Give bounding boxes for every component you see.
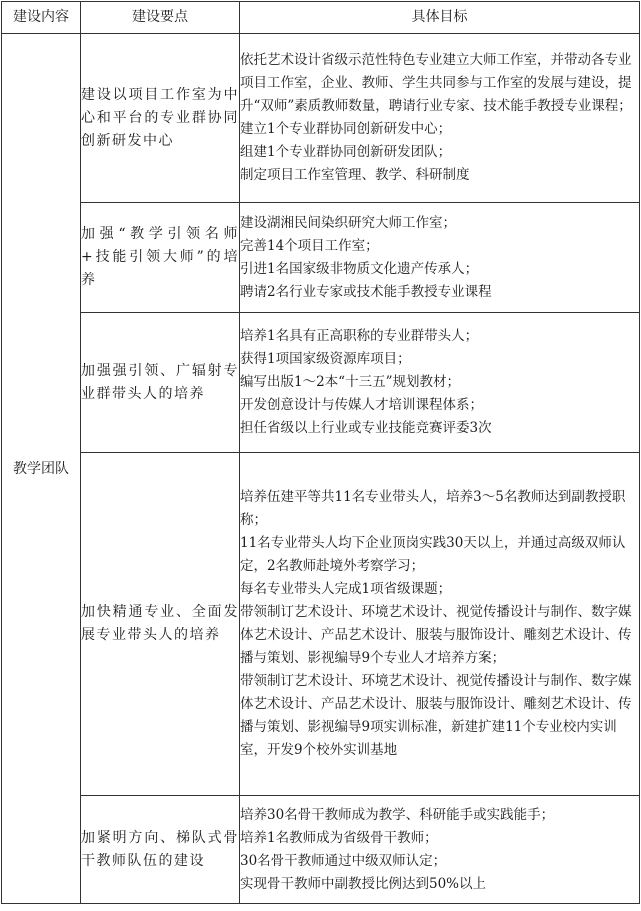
goal-item: 培养伍建平等共11名专业带头人，培养3～5名教师达到副教授职称； xyxy=(240,489,626,528)
point-cell: 加快精通专业、全面发展专业带头人的培养 xyxy=(81,453,240,796)
point-cell: 建设以项目工作室为中心和平台的专业群协同创新研发中心 xyxy=(81,34,240,203)
goal-item: 完善14个项目工作室； xyxy=(240,237,379,254)
point-cell: 加强“教学引领名师+技能引领大师”的培养 xyxy=(81,203,240,313)
goal-item: 30名骨干教师通过中级双师认定； xyxy=(240,852,447,869)
goal-item: 建设湖湘民间染织研究大师工作室； xyxy=(240,214,456,231)
goal-item: 获得1项国家级资源库项目； xyxy=(240,351,411,367)
point-cell: 加强强引领、广辐射专业群带头人的培养 xyxy=(81,313,240,453)
goal-item: 建立1个专业群协同创新研发中心； xyxy=(240,121,452,137)
goal-item: 编写出版1～2本“十三五”规划教材； xyxy=(240,374,460,390)
table-row xyxy=(2,34,640,203)
category-cell: 教学团队 xyxy=(2,34,81,904)
goals-cell xyxy=(240,453,640,796)
goals-cell xyxy=(240,203,640,313)
goals-cell xyxy=(240,796,640,904)
goal-item: 11名专业带头人均下企业顶岗实践30天以上，并通过高级双师认定，2名教师赴境外考察学习； xyxy=(240,535,626,574)
goal-item: 培养1名具有正高职称的专业群带头人； xyxy=(240,328,479,344)
goal-item: 组建1个专业群协同创新研发团队； xyxy=(240,144,452,160)
table-row xyxy=(2,313,640,453)
goal-item: 依托艺术设计省级示范性特色专业建立大师工作室，并带动各专业项目工作室，企业、教师、学生共同参与工作室的发展与建设，提升“双师”素质教师数量，聘请行业专家、技术能手教授专业课程； xyxy=(240,52,632,114)
goal-item: 带领制订艺术设计、环境艺术设计、视觉传播设计与制作、数字媒体艺术设计、产品艺术设计、服装与服饰设计、雕刻艺术设计、传播与策划、影视编导9个专业人才培养方案； xyxy=(240,604,632,666)
header-construction-points: 建设要点 xyxy=(81,2,240,34)
goal-item: 引进1名国家级非物质文化遗产传承人； xyxy=(240,260,479,277)
goals-cell xyxy=(240,313,640,453)
goal-item: 实现骨干教师中副教授比例达到50%以上 xyxy=(240,875,487,892)
table-header-row xyxy=(2,2,640,34)
table-row xyxy=(2,453,640,796)
goal-item: 培养1名教师成为省级骨干教师； xyxy=(240,829,438,846)
table-row xyxy=(2,203,640,313)
header-specific-goals: 具体目标 xyxy=(240,2,640,34)
goal-item: 每名专业带头人完成1项省级课题； xyxy=(240,581,452,597)
goal-item: 担任省级以上行业或专业技能竞赛评委3次 xyxy=(240,420,492,436)
construction-plan-table xyxy=(1,1,640,904)
goal-item: 聘请2名行业专家或技术能手教授专业课程 xyxy=(240,283,492,300)
goals-cell xyxy=(240,34,640,203)
header-construction-content: 建设内容 xyxy=(2,2,81,34)
goal-item: 带领制订艺术设计、环境艺术设计、视觉传播设计与制作、数字媒体艺术设计、产品艺术设计、服装与服饰设计、雕刻艺术设计、传播与策划、影视编导9项实训标准，新建扩建11个专业校内实训室，开发9个校外实训基地 xyxy=(240,673,632,758)
point-cell: 加紧明方向、梯队式骨干教师队伍的建设 xyxy=(81,796,240,904)
goal-item: 制定项目工作室管理、教学、科研制度 xyxy=(240,167,470,183)
table-row xyxy=(2,796,640,904)
goal-item: 培养30名骨干教师成为教学、科研能手或实践能手； xyxy=(240,806,555,823)
goal-item: 开发创意设计与传媒人才培训课程体系； xyxy=(240,397,483,413)
